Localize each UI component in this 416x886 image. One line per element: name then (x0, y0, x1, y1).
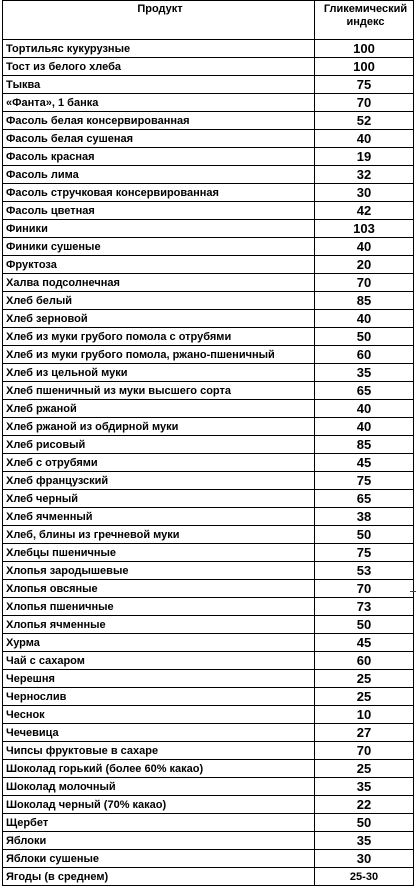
table-row (3, 778, 414, 796)
table-row (3, 76, 414, 94)
product-cell: Хлеб, блины из гречневой муки (3, 526, 315, 544)
gi-value-cell: 32 (315, 166, 414, 184)
product-cell: Финики (3, 220, 315, 238)
product-cell: Шоколад черный (70% какао) (3, 796, 315, 814)
product-cell: Фасоль красная (3, 148, 315, 166)
product-cell: Хлеб зерновой (3, 310, 315, 328)
product-cell: «Фанта», 1 банка (3, 94, 315, 112)
table-row (3, 256, 414, 274)
table-row (3, 742, 414, 760)
gi-value-cell: 103 (315, 220, 414, 238)
gi-value-cell: 40 (315, 310, 414, 328)
table-row (3, 400, 414, 418)
table-row (3, 850, 414, 868)
gi-value-cell: 50 (315, 328, 414, 346)
table-row (3, 832, 414, 850)
table-row (3, 112, 414, 130)
gi-value-cell: 75 (315, 76, 414, 94)
table-row (3, 382, 414, 400)
table-body (3, 40, 414, 886)
product-cell: Фасоль белая консервированная (3, 112, 315, 130)
column-header-product: Продукт (3, 1, 315, 40)
product-cell: Хлопья пшеничные (3, 598, 315, 616)
table-row (3, 562, 414, 580)
gi-value-cell: 25-30 (315, 868, 414, 886)
gi-value-cell: 25 (315, 760, 414, 778)
table-row (3, 580, 414, 598)
table-row (3, 184, 414, 202)
table-row (3, 40, 414, 58)
product-cell: Черешня (3, 670, 315, 688)
product-cell: Хлеб из муки грубого помола с отрубями (3, 328, 315, 346)
table-row (3, 436, 414, 454)
gi-value-cell: 10 (315, 706, 414, 724)
gi-value-cell: 65 (315, 490, 414, 508)
gi-value-cell: 50 (315, 616, 414, 634)
glycemic-index-table (2, 0, 414, 886)
table-row (3, 688, 414, 706)
table-row (3, 472, 414, 490)
gi-value-cell: 53 (315, 562, 414, 580)
product-cell: Хлопья зародышевые (3, 562, 315, 580)
table-row (3, 868, 414, 886)
product-cell: Хурма (3, 634, 315, 652)
gi-value-cell: 70 (315, 274, 414, 292)
page-break-marker (410, 591, 416, 592)
product-cell: Хлеб французский (3, 472, 315, 490)
product-cell: Чечевица (3, 724, 315, 742)
table-row (3, 202, 414, 220)
table-row (3, 814, 414, 832)
product-cell: Чернослив (3, 688, 315, 706)
table-row (3, 616, 414, 634)
product-cell: Чипсы фруктовые в сахаре (3, 742, 315, 760)
product-cell: Шоколад молочный (3, 778, 315, 796)
table-row (3, 148, 414, 166)
gi-value-cell: 85 (315, 436, 414, 454)
product-cell: Хлеб из цельной муки (3, 364, 315, 382)
gi-value-cell: 52 (315, 112, 414, 130)
table-row (3, 364, 414, 382)
gi-value-cell: 65 (315, 382, 414, 400)
product-cell: Ягоды (в среднем) (3, 868, 315, 886)
product-cell: Чай с сахаром (3, 652, 315, 670)
gi-value-cell: 20 (315, 256, 414, 274)
gi-value-cell: 100 (315, 40, 414, 58)
product-cell: Фасоль белая сушеная (3, 130, 315, 148)
gi-value-cell: 45 (315, 454, 414, 472)
table-row (3, 796, 414, 814)
table-header (3, 1, 414, 40)
product-cell: Фасоль цветная (3, 202, 315, 220)
table-row (3, 94, 414, 112)
table-row (3, 130, 414, 148)
product-cell: Чеснок (3, 706, 315, 724)
gi-value-cell: 40 (315, 238, 414, 256)
product-cell: Хлеб пшеничный из муки высшего сорта (3, 382, 315, 400)
table-row (3, 58, 414, 76)
header-row (3, 1, 414, 40)
gi-value-cell: 19 (315, 148, 414, 166)
table-row (3, 598, 414, 616)
gi-value-cell: 60 (315, 652, 414, 670)
product-cell: Хлебцы пшеничные (3, 544, 315, 562)
product-cell: Хлеб белый (3, 292, 315, 310)
product-cell: Хлеб с отрубями (3, 454, 315, 472)
gi-value-cell: 42 (315, 202, 414, 220)
table-row (3, 490, 414, 508)
gi-value-cell: 30 (315, 184, 414, 202)
gi-value-cell: 50 (315, 526, 414, 544)
gi-value-cell: 35 (315, 778, 414, 796)
gi-value-cell: 40 (315, 418, 414, 436)
table-row (3, 166, 414, 184)
gi-value-cell: 70 (315, 742, 414, 760)
table-row (3, 274, 414, 292)
gi-value-cell: 35 (315, 364, 414, 382)
product-cell: Финики сушеные (3, 238, 315, 256)
product-cell: Хлеб ржаной (3, 400, 315, 418)
table-row (3, 238, 414, 256)
product-cell: Фасоль стручковая консервированная (3, 184, 315, 202)
column-header-gi: Гликемический индекс (315, 1, 414, 40)
gi-value-cell: 35 (315, 832, 414, 850)
table-row (3, 526, 414, 544)
product-cell: Яблоки сушеные (3, 850, 315, 868)
gi-value-cell: 30 (315, 850, 414, 868)
product-cell: Хлопья ячменные (3, 616, 315, 634)
gi-value-cell: 25 (315, 688, 414, 706)
gi-value-cell: 40 (315, 130, 414, 148)
gi-value-cell: 40 (315, 400, 414, 418)
gi-value-cell: 27 (315, 724, 414, 742)
table-row (3, 346, 414, 364)
product-cell: Тыква (3, 76, 315, 94)
table-row (3, 220, 414, 238)
product-cell: Фруктоза (3, 256, 315, 274)
table-row (3, 292, 414, 310)
table-row (3, 652, 414, 670)
gi-value-cell: 100 (315, 58, 414, 76)
product-cell: Тортильяс кукурузные (3, 40, 315, 58)
product-cell: Хлеб из муки грубого помола, ржано-пшеничный (3, 346, 315, 364)
table-row (3, 724, 414, 742)
product-cell: Хлеб черный (3, 490, 315, 508)
product-cell: Яблоки (3, 832, 315, 850)
table-row (3, 328, 414, 346)
product-cell: Хлопья овсяные (3, 580, 315, 598)
gi-value-cell: 85 (315, 292, 414, 310)
product-cell: Хлеб ячменный (3, 508, 315, 526)
table-row (3, 706, 414, 724)
product-cell: Хлеб рисовый (3, 436, 315, 454)
gi-value-cell: 75 (315, 472, 414, 490)
gi-value-cell: 70 (315, 580, 414, 598)
gi-value-cell: 50 (315, 814, 414, 832)
gi-value-cell: 45 (315, 634, 414, 652)
gi-value-cell: 73 (315, 598, 414, 616)
gi-value-cell: 38 (315, 508, 414, 526)
table-row (3, 310, 414, 328)
product-cell: Фасоль лима (3, 166, 315, 184)
table-row (3, 634, 414, 652)
product-cell: Щербет (3, 814, 315, 832)
gi-value-cell: 25 (315, 670, 414, 688)
gi-value-cell: 22 (315, 796, 414, 814)
table-row (3, 454, 414, 472)
product-cell: Халва подсолнечная (3, 274, 315, 292)
table-row (3, 418, 414, 436)
table-row (3, 544, 414, 562)
product-cell: Хлеб ржаной из обдирной муки (3, 418, 315, 436)
table-row (3, 670, 414, 688)
product-cell: Тост из белого хлеба (3, 58, 315, 76)
gi-value-cell: 75 (315, 544, 414, 562)
table-row (3, 508, 414, 526)
table-row (3, 760, 414, 778)
gi-value-cell: 60 (315, 346, 414, 364)
product-cell: Шоколад горький (более 60% какао) (3, 760, 315, 778)
gi-value-cell: 70 (315, 94, 414, 112)
